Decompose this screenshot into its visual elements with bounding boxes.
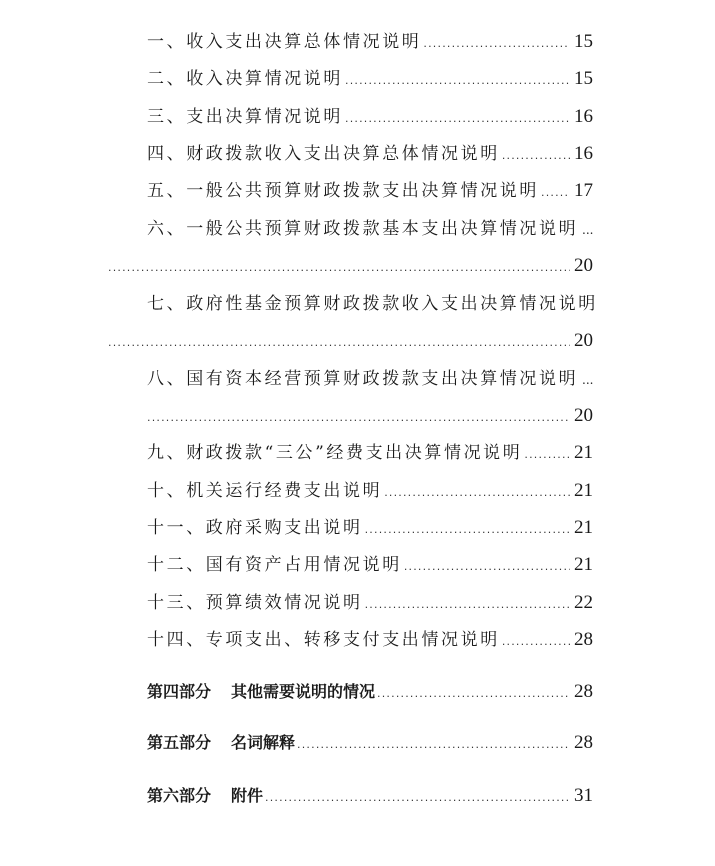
toc-entry-8-line1[interactable] <box>147 367 593 391</box>
toc-part-heading: 其他需要说明的情况 <box>231 682 376 701</box>
toc-page-number: 21 <box>574 517 593 538</box>
toc-entry-text: 八、国有资本经营预算财政拨款支出决算情况说明 .... <box>147 367 593 391</box>
toc-part-label: 第五部分 <box>147 733 212 752</box>
toc-part-4[interactable] <box>147 680 593 704</box>
toc-entry-5[interactable] <box>147 179 593 203</box>
toc-page-number: 31 <box>574 785 593 806</box>
toc-entry-9[interactable] <box>147 441 593 465</box>
toc-entry-6-line2[interactable] <box>108 254 593 278</box>
toc-page-number: 21 <box>574 442 593 463</box>
toc-part-label: 第六部分 <box>147 786 212 805</box>
toc-entry-text: 一、收入支出决算总体情况说明 <box>147 32 422 52</box>
toc-page-number: 21 <box>574 480 593 501</box>
dot-leader <box>108 256 570 278</box>
toc-page-number: 16 <box>574 106 593 127</box>
toc-part-6[interactable] <box>147 784 593 808</box>
toc-entry-text: 十三、预算绩效情况说明 <box>147 593 363 613</box>
toc-entry-12[interactable] <box>147 553 593 577</box>
dot-leader <box>404 555 570 577</box>
toc-entry-1[interactable] <box>147 30 593 54</box>
toc-page-number: 15 <box>574 68 593 89</box>
toc-page-number: 28 <box>574 681 593 702</box>
toc-part-label: 第四部分 <box>147 682 212 701</box>
dot-leader <box>345 107 570 129</box>
toc-page-number: 28 <box>574 732 593 753</box>
toc-page-number: 15 <box>574 31 593 52</box>
toc-entry-7-line1[interactable] <box>147 292 617 316</box>
toc-part-heading: 附件 <box>231 786 264 805</box>
toc-entry-4[interactable] <box>147 142 593 166</box>
toc-part-title <box>147 784 263 808</box>
toc-page-number: 20 <box>574 330 593 351</box>
toc-entry-7-line2[interactable] <box>108 329 593 353</box>
toc-entry-text: 四、财政拨款收入支出决算总体情况说明 <box>147 144 500 164</box>
toc-entry-8-line2[interactable] <box>147 404 593 428</box>
dot-leader <box>147 406 570 428</box>
toc-entry-text: 五、一般公共预算财政拨款支出决算情况说明 <box>147 181 539 201</box>
toc-entry-text: 三、支出决算情况说明 <box>147 107 343 127</box>
toc-entry-3[interactable] <box>147 105 593 129</box>
toc-page-number: 28 <box>574 629 593 650</box>
toc-part-title <box>147 731 295 755</box>
toc-page-number: 20 <box>574 405 593 426</box>
toc-part-5[interactable] <box>147 731 593 755</box>
toc-entry-10[interactable] <box>147 479 593 503</box>
toc-entry-11[interactable] <box>147 516 593 540</box>
toc-entry-13[interactable] <box>147 591 593 615</box>
dot-leader <box>541 181 570 203</box>
dot-leader <box>365 518 570 540</box>
toc-entry-text: 十四、专项支出、转移支付支出情况说明 <box>147 630 500 650</box>
dot-leader <box>502 144 570 166</box>
toc-entry-text: 六、一般公共预算财政拨款基本支出决算情况说明 .... <box>147 217 593 241</box>
dot-leader <box>297 733 570 755</box>
toc-part-heading: 名词解释 <box>231 733 296 752</box>
toc-page-number: 17 <box>574 180 593 201</box>
toc-entry-2[interactable] <box>147 67 593 91</box>
toc-page-number: 16 <box>574 143 593 164</box>
toc-entry-14[interactable] <box>147 628 593 652</box>
dot-leader <box>384 481 570 503</box>
toc-entry-text: 二、收入决算情况说明 <box>147 69 343 89</box>
toc-entry-text: 七、政府性基金预算财政拨款收入支出决算情况说明 <box>147 294 598 314</box>
toc-entry-6-line1[interactable] <box>147 217 593 241</box>
dot-leader <box>524 443 570 465</box>
dot-leader <box>365 593 570 615</box>
toc-page-number: 21 <box>574 554 593 575</box>
toc-entry-text: 九、财政拨款“三公”经费支出决算情况说明 <box>147 443 523 463</box>
dot-leader <box>423 32 570 54</box>
dot-leader <box>265 786 570 808</box>
toc-part-title <box>147 680 375 704</box>
toc-entry-text: 十、机关运行经费支出说明 <box>147 481 383 501</box>
dot-leader <box>502 630 570 652</box>
dot-leader <box>108 331 570 353</box>
toc-page-number: 22 <box>574 592 593 613</box>
toc-page-number: 20 <box>574 255 593 276</box>
toc-entry-text: 十二、国有资产占用情况说明 <box>147 555 402 575</box>
dot-leader <box>377 682 570 704</box>
dot-leader <box>345 69 570 91</box>
toc-entry-text: 十一、政府采购支出说明 <box>147 518 363 538</box>
